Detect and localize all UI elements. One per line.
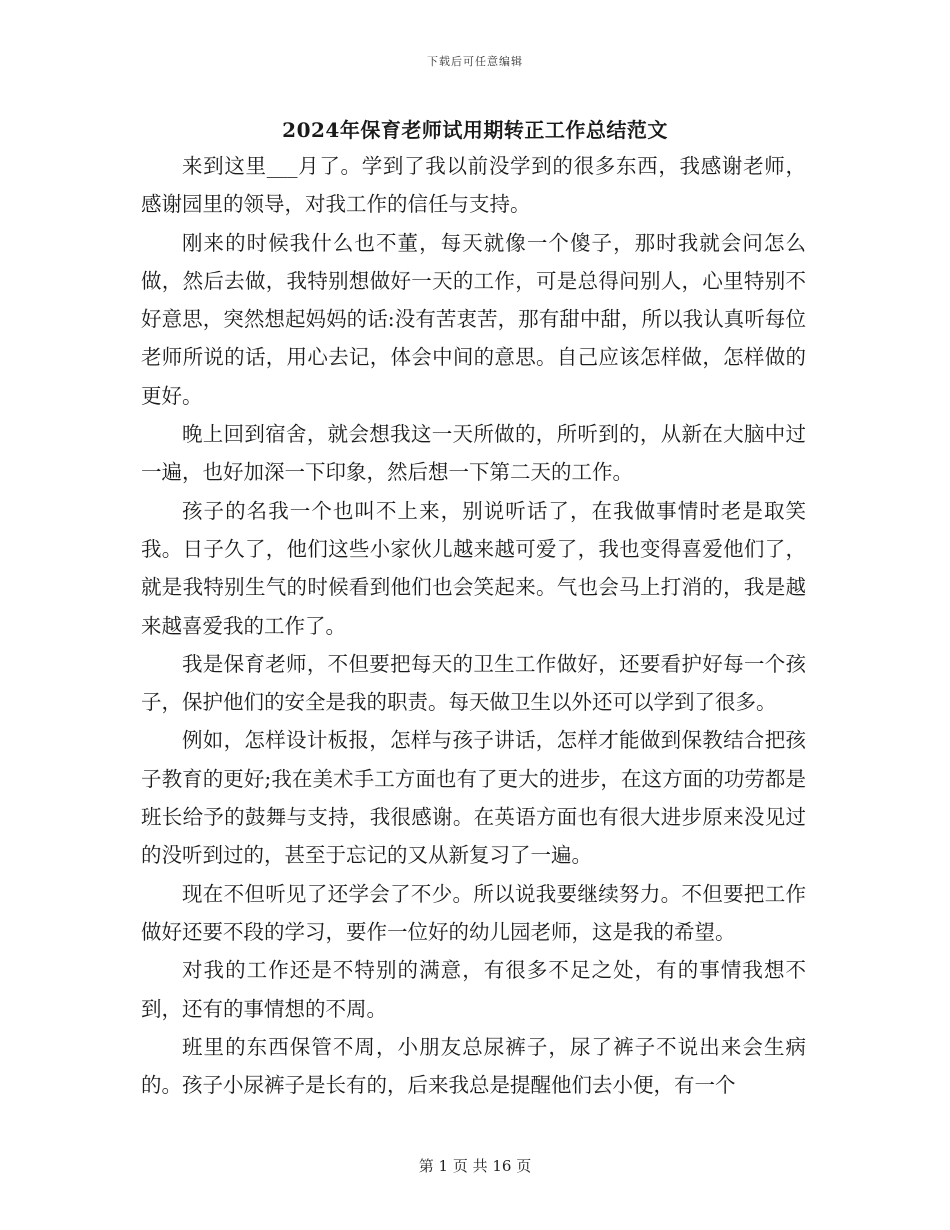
paragraph-5: 我是保育老师，不但要把每天的卫生工作做好，还要看护好每一个孩子，保护他们的安全是我的职责。每天做卫生以外还可以学到了很多。: [141, 651, 806, 715]
paragraph-1: 来到这里___月了。学到了我以前没学到的很多东西，我感谢老师，感谢园里的领导，对我工作的信任与支持。: [141, 154, 806, 217]
paragraph-9: 班里的东西保管不周，小朋友总尿裤子，尿了裤子不说出来会生病的。孩子小尿裤子是长有的，后来我总是提醒他们去小便，有一个: [141, 1034, 806, 1098]
paragraph-2: 刚来的时候我什么也不董，每天就像一个傻子，那时我就会问怎么做，然后去做，我特别想做好一天的工作，可是总得问别人，心里特别不好意思，突然想起妈妈的话:没有苦衷苦，那有甜中甜，所以我认真听每位老师所说的话，用心去记，体会中间的意思。自己应该怎样做，怎样做的更好。: [141, 230, 806, 408]
document-title: 2024年保育老师试用期转正工作总结范文: [282, 118, 668, 142]
paragraph-3: 晚上回到宿舍，就会想我这一天所做的，所听到的，从新在大脑中过一遍，也好加深一下印象，然后想一下第二天的工作。: [141, 422, 806, 485]
paragraph-4: 孩子的名我一个也叫不上来，别说听话了，在我做事情时老是取笑我。日子久了，他们这些小家伙儿越来越可爱了，我也变得喜爱他们了，就是我特别生气的时候看到他们也会笑起来。气也会马上打消的，我是越来越喜爱我的工作了。: [141, 498, 806, 638]
page-header: 下载后可任意编辑: [427, 55, 523, 68]
document-body: [141, 147, 806, 1104]
page-footer: 第 1 页 共 16 页: [418, 1157, 532, 1175]
paragraph-7: 现在不但听见了还学会了不少。所以说我要继续努力。不但要把工作做好还要不段的学习，要作一位好的幼儿园老师，这是我的希望。: [141, 881, 806, 944]
paragraph-6: 例如，怎样设计板报，怎样与孩子讲话，怎样才能做到保教结合把孩子教育的更好;我在美术手工方面也有了更大的进步，在这方面的功劳都是班长给予的鼓舞与支持，我很感谢。在英语方面也有很大进步原来没见过的没听到过的，甚至于忘记的又从新复习了一遍。: [141, 728, 806, 868]
paragraph-8: 对我的工作还是不特别的满意，有很多不足之处，有的事情我想不到，还有的事情想的不周。: [141, 958, 806, 1021]
